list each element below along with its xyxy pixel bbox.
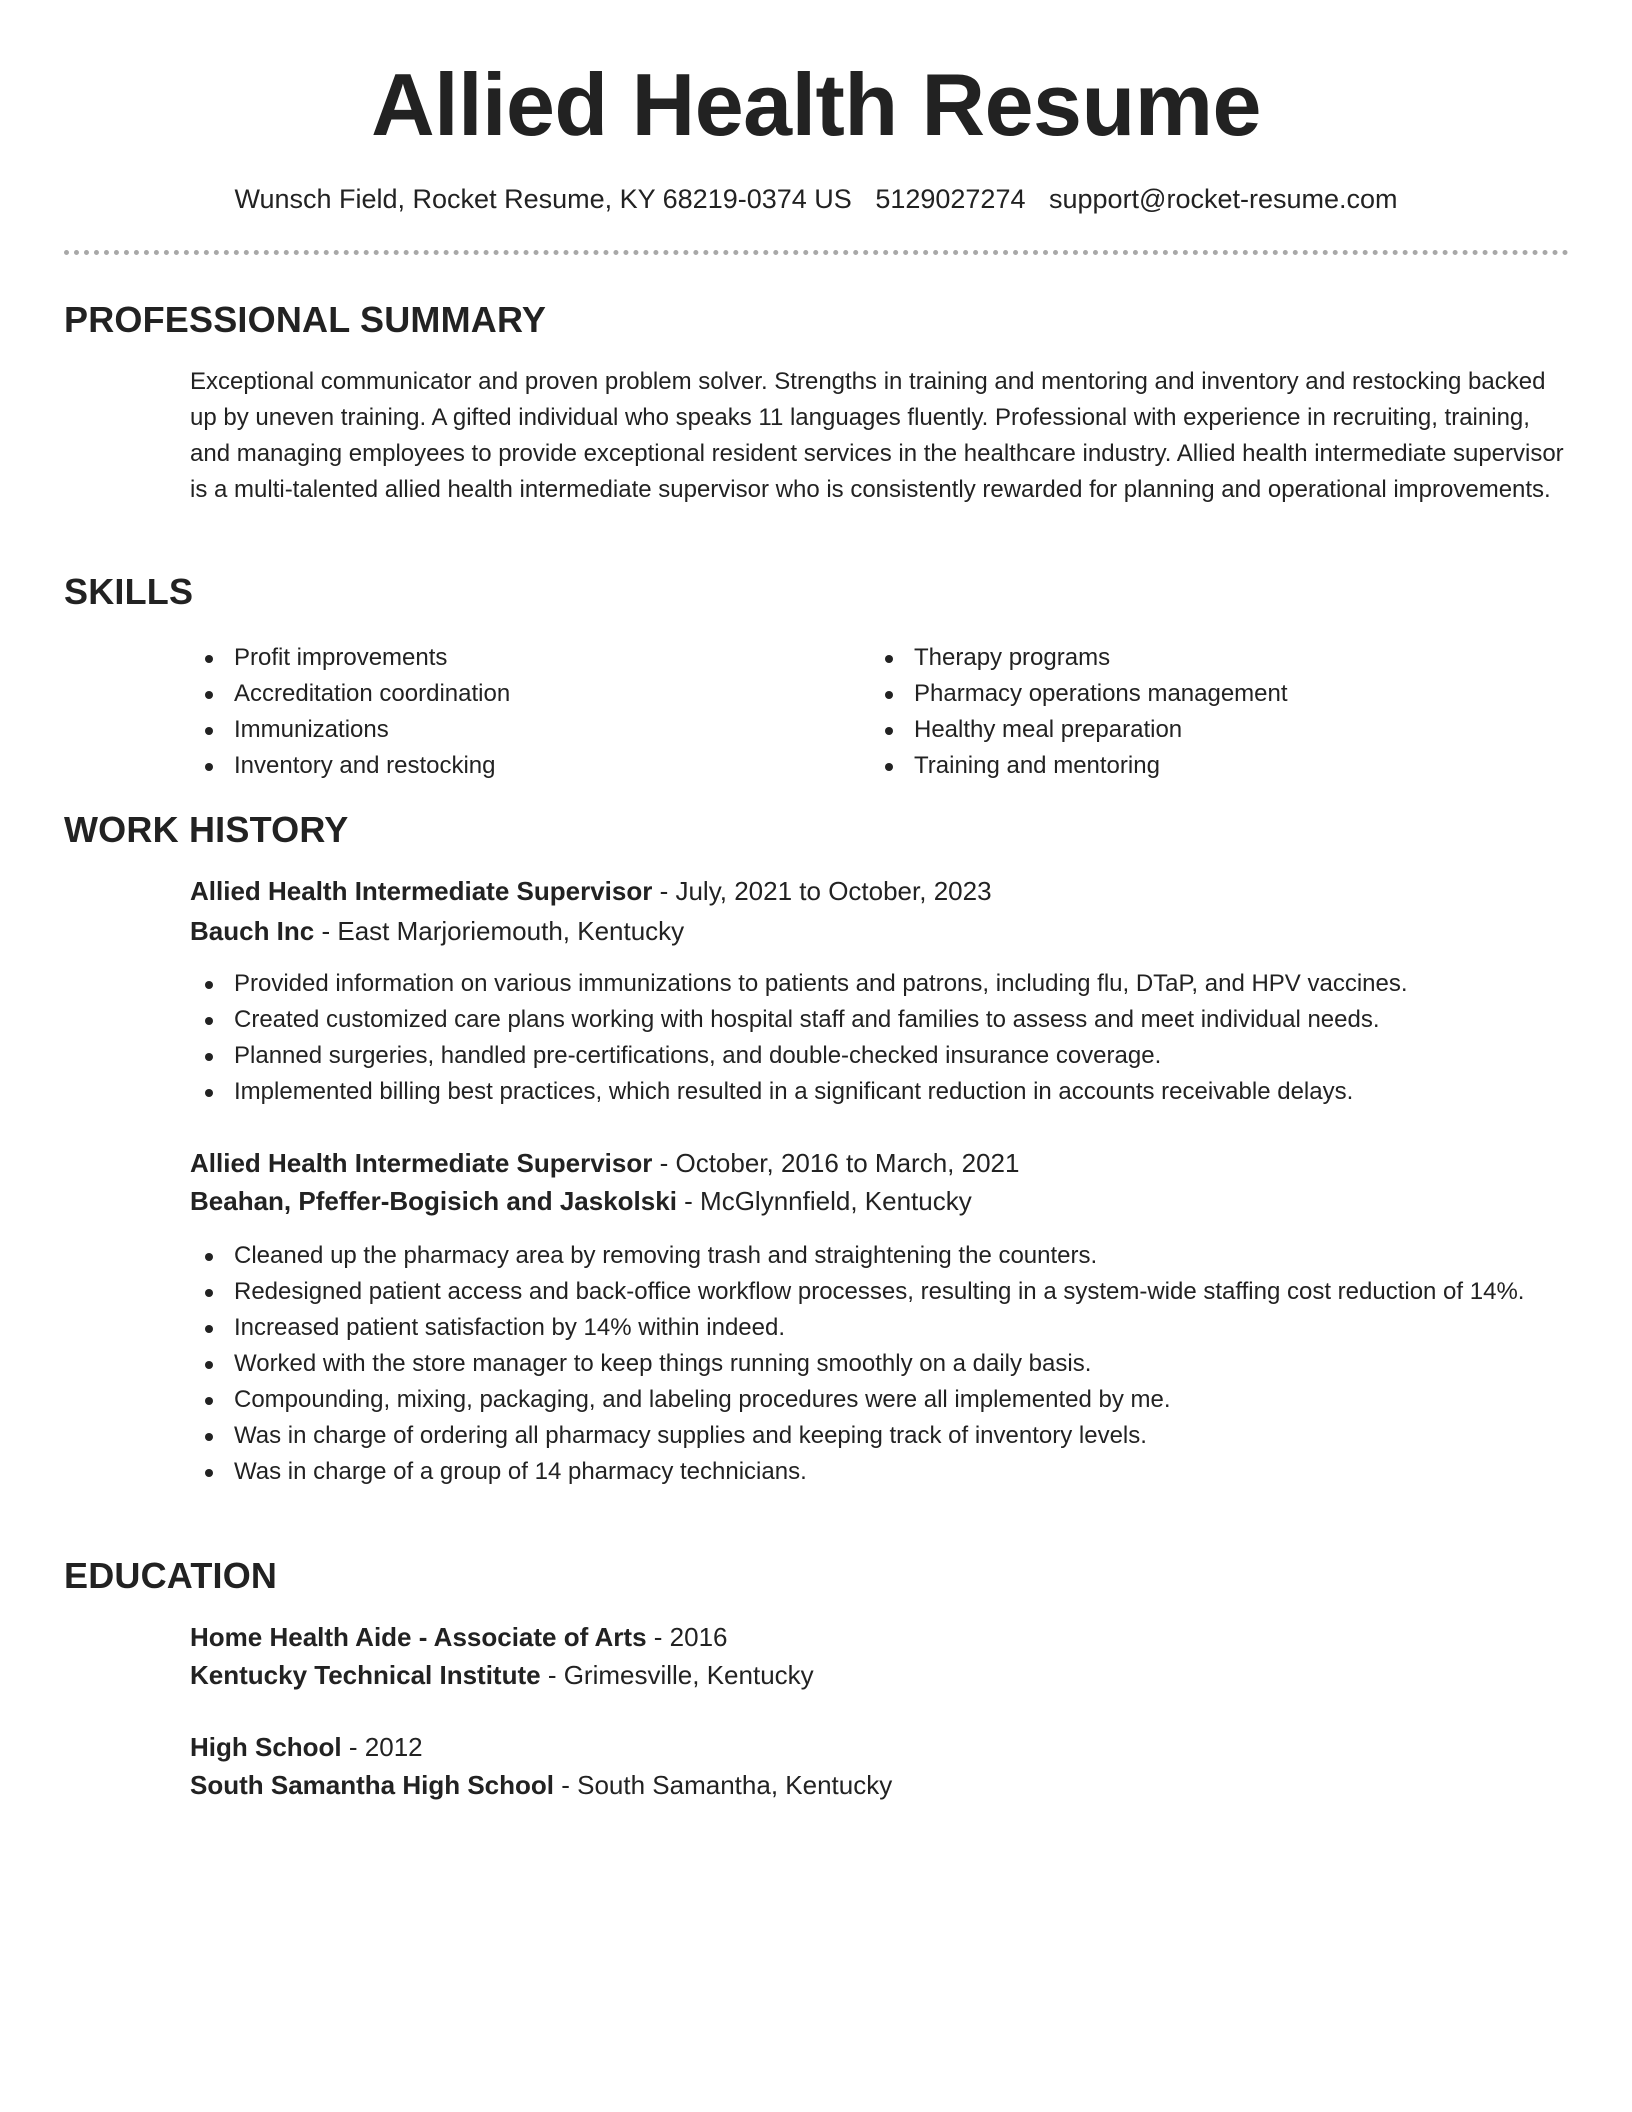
skill-item: Healthy meal preparation bbox=[870, 712, 1570, 748]
job-bullet: Compounding, mixing, packaging, and labeling procedures were all implemented by me. bbox=[190, 1382, 1570, 1418]
job-title-line bbox=[190, 872, 992, 910]
job-bullets bbox=[190, 966, 1570, 1110]
skill-item: Accreditation coordination bbox=[190, 676, 850, 712]
job-dates: - July, 2021 to October, 2023 bbox=[652, 876, 992, 906]
education-location: - Grimesville, Kentucky bbox=[540, 1660, 814, 1690]
skill-item: Immunizations bbox=[190, 712, 850, 748]
section-title-education: EDUCATION bbox=[64, 1555, 278, 1596]
skill-item: Inventory and restocking bbox=[190, 748, 850, 784]
job-role: Allied Health Intermediate Supervisor bbox=[190, 876, 653, 906]
job-bullet: Was in charge of a group of 14 pharmacy technicians. bbox=[190, 1454, 1570, 1490]
job-location: - McGlynnfield, Kentucky bbox=[676, 1186, 972, 1216]
skills-list-left bbox=[190, 640, 850, 784]
job-bullet: Implemented billing best practices, which resulted in a significant reduction in accounts receivable delays. bbox=[190, 1074, 1570, 1110]
job-bullet: Was in charge of ordering all pharmacy supplies and keeping track of inventory levels. bbox=[190, 1418, 1570, 1454]
job-bullet: Planned surgeries, handled pre-certifications, and double-checked insurance coverage. bbox=[190, 1038, 1570, 1074]
contact-phone: 5129027274 bbox=[875, 184, 1026, 214]
job-company-line bbox=[190, 912, 684, 950]
education-year: - 2016 bbox=[646, 1622, 728, 1652]
section-title-skills: SKILLS bbox=[64, 571, 194, 612]
education-degree-line bbox=[190, 1728, 423, 1766]
education-school-line bbox=[190, 1656, 814, 1694]
skill-item: Therapy programs bbox=[870, 640, 1570, 676]
job-dates: - October, 2016 to March, 2021 bbox=[652, 1148, 1020, 1178]
skill-item: Pharmacy operations management bbox=[870, 676, 1570, 712]
job-location: - East Marjoriemouth, Kentucky bbox=[314, 916, 685, 946]
education-location: - South Samantha, Kentucky bbox=[554, 1770, 893, 1800]
job-bullet: Created customized care plans working with hospital staff and families to assess and meet individual needs. bbox=[190, 1002, 1570, 1038]
job-title-line bbox=[190, 1144, 1019, 1182]
resume-title: Allied Health Resume bbox=[371, 55, 1261, 154]
contact-line bbox=[0, 180, 1632, 218]
job-company-line bbox=[190, 1182, 972, 1220]
skill-item: Training and mentoring bbox=[870, 748, 1570, 784]
job-bullet: Cleaned up the pharmacy area by removing trash and straightening the counters. bbox=[190, 1238, 1570, 1274]
section-title-work: WORK HISTORY bbox=[64, 809, 349, 850]
education-degree: Home Health Aide - Associate of Arts bbox=[190, 1622, 647, 1652]
education-school: Kentucky Technical Institute bbox=[190, 1660, 541, 1690]
job-bullets bbox=[190, 1238, 1570, 1490]
education-degree-line bbox=[190, 1618, 728, 1656]
education-year: - 2012 bbox=[341, 1732, 423, 1762]
summary-text: Exceptional communicator and proven problem solver. Strengths in training and mentoring and inventory and restocking backed up by uneven training. A gifted individual who speaks 11 languages fluently. Professional with experience in recruiting, training, and managing employees to provide exceptional resident services in the healthcare industry. Allied health intermediate supervisor is a multi-talented allied health intermediate supervisor who is consistently rewarded for planning and operational improvements. bbox=[190, 368, 1564, 503]
skills-list-right bbox=[870, 640, 1570, 784]
job-role: Allied Health Intermediate Supervisor bbox=[190, 1148, 653, 1178]
job-bullet: Provided information on various immunizations to patients and patrons, including flu, DTaP, and HPV vaccines. bbox=[190, 966, 1570, 1002]
job-bullet: Increased patient satisfaction by 14% within indeed. bbox=[190, 1310, 1570, 1346]
job-bullet: Worked with the store manager to keep things running smoothly on a daily basis. bbox=[190, 1346, 1570, 1382]
education-school: South Samantha High School bbox=[190, 1770, 555, 1800]
section-title-summary: PROFESSIONAL SUMMARY bbox=[64, 299, 547, 340]
job-company: Beahan, Pfeffer-Bogisich and Jaskolski bbox=[190, 1186, 677, 1216]
education-school-line bbox=[190, 1766, 892, 1804]
job-company: Bauch Inc bbox=[190, 916, 315, 946]
skill-item: Profit improvements bbox=[190, 640, 850, 676]
header-divider bbox=[64, 250, 1569, 255]
job-bullet: Redesigned patient access and back-office workflow processes, resulting in a system-wide staffing cost reduction of 14%. bbox=[190, 1274, 1570, 1310]
contact-email: support@rocket-resume.com bbox=[1049, 184, 1398, 214]
contact-address: Wunsch Field, Rocket Resume, KY 68219-0374 US bbox=[234, 184, 852, 214]
education-degree: High School bbox=[190, 1732, 342, 1762]
